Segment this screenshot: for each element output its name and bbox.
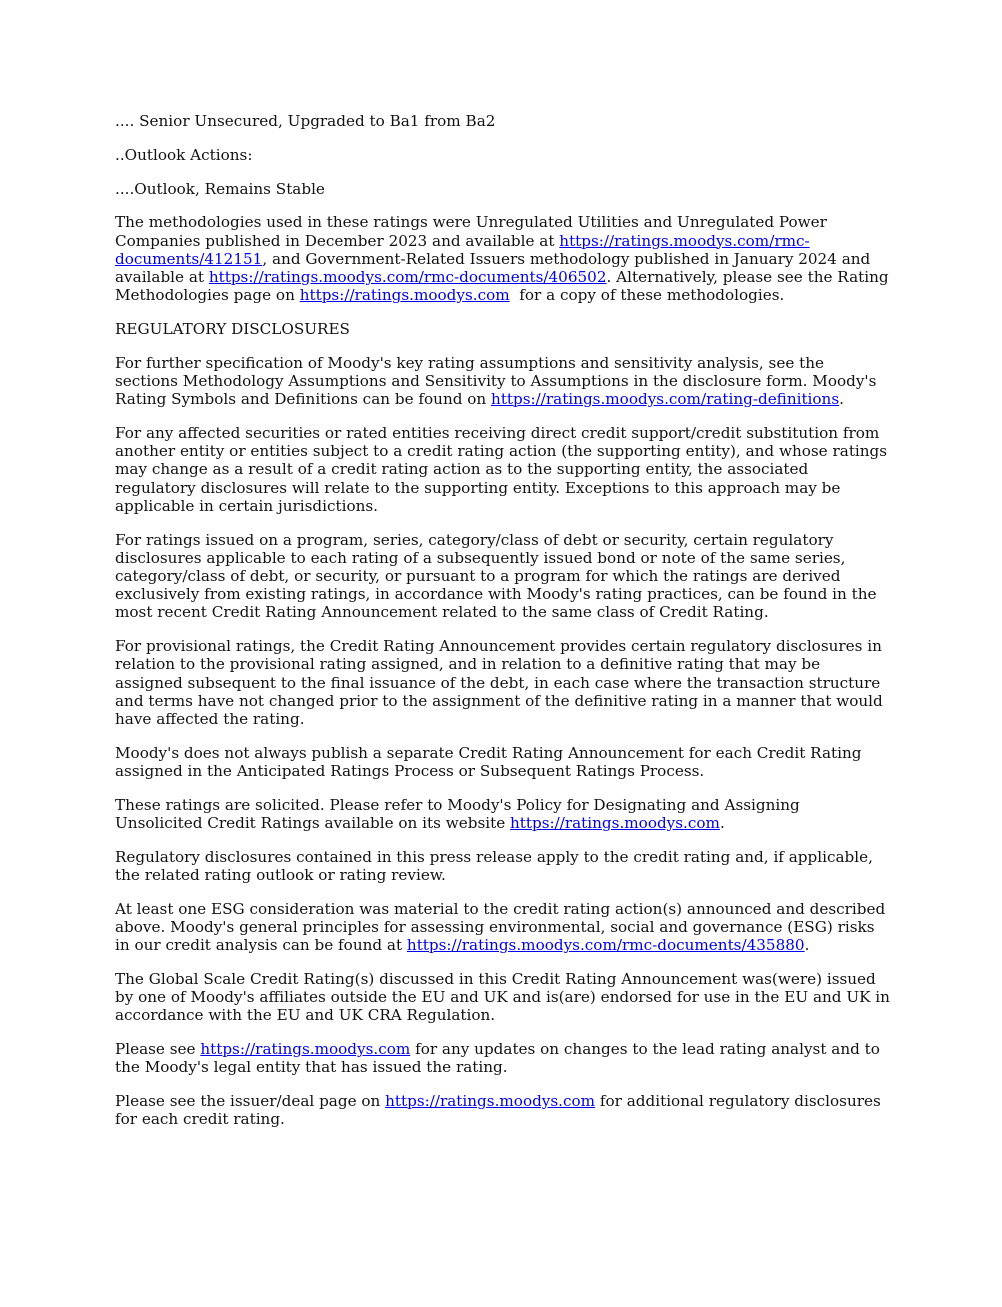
document-page	[115, 112, 890, 1144]
methodologies-text-4: for a copy of these methodologies.	[509, 286, 785, 305]
regulatory-apply-paragraph: Regulatory disclosures contained in this press release apply to the credit rating and, if applicable, the related rating outlook or rating review.	[115, 847, 873, 885]
anticipated-ratings-paragraph: Moody's does not always publish a separate Credit Rating Announcement for each Credit Rating assigned in the Anticipated Ratings Process or Subsequent Ratings Process.	[115, 743, 862, 781]
solicited-text-1: These ratings are solicited. Please refer to Moody's Policy for Designating and Assigning Unsolicited Credit Ratings available on its website	[115, 795, 800, 833]
issuer-page-text-2: for additional regulatory disclosures for each credit rating.	[115, 1092, 881, 1129]
assumptions-text-2: .	[839, 390, 844, 409]
outlook-actions-line: ..Outlook Actions:	[115, 145, 253, 164]
assumptions-paragraph	[115, 354, 890, 409]
solicited-website-link[interactable]: https://ratings.moodys.com	[510, 814, 720, 833]
methodology-link-406502[interactable]: https://ratings.moodys.com/rmc-documents/406502	[208, 268, 607, 286]
outlook-stable-line: ....Outlook, Remains Stable	[115, 179, 325, 198]
updates-link[interactable]: https://ratings.moodys.com	[200, 1040, 411, 1059]
assumptions-text-1: For further specification of Moody's key rating assumptions and sensitivity analysis, see the sections Methodology Assumptions and Sensitivity to Assumptions in the disclosure form. Moody's Rating Symbols and Definitions can be found on	[115, 353, 877, 409]
provisional-ratings-paragraph: For provisional ratings, the Credit Rating Announcement provides certain regulatory disclosures in relation to the provisional rating assigned, and in relation to a definitive rating that may be assigned subsequent to the final issuance of the debt, in each case where the transaction structure and terms have not changed prior to the assignment of the definitive rating in a manner that would have affected the rating.	[115, 637, 883, 729]
senior-unsecured-line: .... Senior Unsecured, Upgraded to Ba1 from Ba2	[115, 112, 496, 130]
global-scale-paragraph: The Global Scale Credit Rating(s) discussed in this Credit Rating Announcement was(were) issued by one of Moody's affiliates outside the EU and UK and is(are) endorsed for use in the EU and UK in accordance with the EU and UK CRA Regulation.	[115, 970, 890, 1025]
solicited-paragraph	[115, 796, 890, 832]
esg-text-1: At least one ESG consideration was material to the credit rating action(s) announced and described above. Moody's general principles for assessing environmental, social and governance (ESG) risks in our credit analysis can be found at	[115, 899, 886, 955]
rating-definitions-link[interactable]: https://ratings.moodys.com/rating-definitions	[491, 390, 840, 409]
updates-text-1: Please see	[115, 1040, 201, 1059]
updates-paragraph	[115, 1040, 890, 1076]
issuer-page-link[interactable]: https://ratings.moodys.com	[385, 1092, 596, 1111]
updates-text-2: for any updates on changes to the lead rating analyst and to the Moody's legal entity that has issued the rating.	[115, 1040, 880, 1077]
issuer-page-paragraph	[115, 1092, 890, 1128]
esg-paragraph	[115, 900, 890, 955]
methodology-link-412151[interactable]: https://ratings.moodys.com/rmc-documents/412151	[115, 231, 810, 268]
regulatory-disclosures-heading: REGULATORY DISCLOSURES	[115, 320, 350, 338]
credit-support-paragraph: For any affected securities or rated entities receiving direct credit support/credit substitution from another entity or entities subject to a credit rating action (the supporting entity), and whose ratings may change as a result of a credit rating action as to the supporting entity, the associated regulatory disclosures will relate to the supporting entity. Exceptions to this approach may be applicable in certain jurisdictions.	[115, 424, 888, 515]
esg-document-link[interactable]: https://ratings.moodys.com/rmc-documents/435880	[406, 936, 805, 955]
solicited-text-2: .	[719, 814, 725, 833]
ratings-home-link[interactable]: https://ratings.moodys.com	[299, 286, 510, 305]
methodologies-text-2: , and Government-Related Issuers methodology published in January 2024 and available at	[115, 249, 871, 286]
methodologies-text-3: . Alternatively, please see the Rating Methodologies page on	[115, 268, 889, 305]
issuer-page-text-1: Please see the issuer/deal page on	[115, 1092, 386, 1111]
methodologies-text-1: The methodologies used in these ratings were Unregulated Utilities and Unregulated Power Companies published in December 2023 and available at	[115, 213, 827, 250]
program-ratings-paragraph: For ratings issued on a program, series, category/class of debt or security, certain regulatory disclosures applicable to each rating of a subsequently issued bond or note of the same series, category/class of debt, or security, or pursuant to a program for which the ratings are derived exclusively from existing ratings, in accordance with Moody's rating practices, can be found in the most recent Credit Rating Announcement related to the same class of Credit Rating.	[115, 530, 877, 622]
methodologies-paragraph	[115, 213, 890, 304]
esg-text-2: .	[804, 936, 810, 955]
